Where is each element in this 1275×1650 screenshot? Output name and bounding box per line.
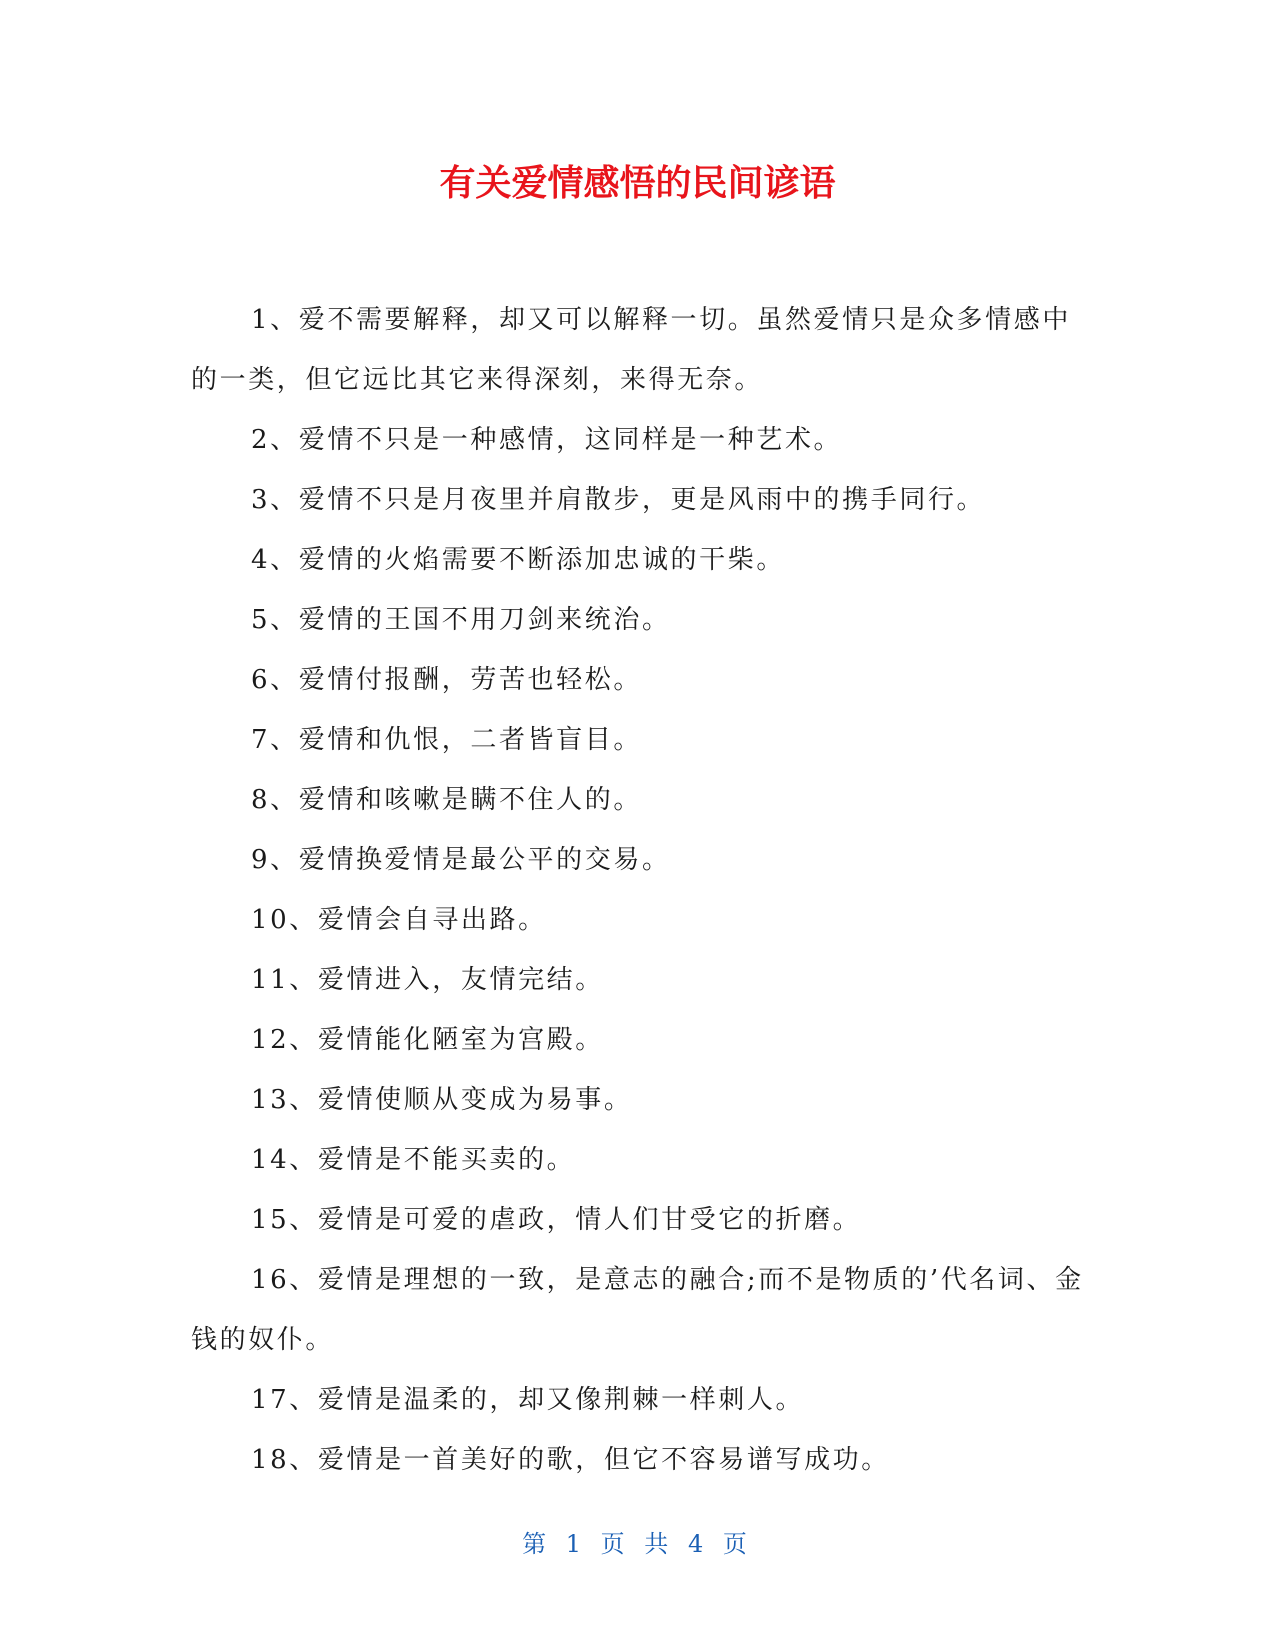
proverb-paragraph: 5、爱情的王国不用刀剑来统治。 — [251, 605, 671, 635]
proverb-paragraph: 12、爱情能化陋室为宫殿。 — [251, 1025, 604, 1055]
document-body — [191, 290, 1084, 1490]
document-title: 有关爱情感悟的民间谚语 — [439, 163, 836, 204]
proverb-paragraph: 7、爱情和仇恨，二者皆盲目。 — [251, 725, 642, 755]
proverb-paragraph: 4、爱情的火焰需要不断添加忠诚的干柴。 — [251, 545, 785, 575]
proverb-paragraph: 17、爱情是温柔的，却又像荆棘一样刺人。 — [251, 1385, 805, 1415]
proverb-paragraph: 1、爱不需要解释，却又可以解释一切。虽然爱情只是众多情感中的一类，但它远比其它来得深刻，来得无奈。 — [191, 305, 1071, 395]
proverb-paragraph: 15、爱情是可爱的虐政，情人们甘受它的折磨。 — [251, 1205, 862, 1235]
proverb-paragraph: 6、爱情付报酬，劳苦也轻松。 — [251, 665, 642, 695]
proverb-paragraph: 3、爱情不只是月夜里并肩散步，更是风雨中的携手同行。 — [251, 485, 986, 515]
proverb-paragraph: 11、爱情进入，友情完结。 — [251, 965, 604, 995]
proverb-paragraph: 16、爱情是理想的一致，是意志的融合;而不是物质的’代名词、金钱的奴仆。 — [191, 1265, 1084, 1355]
proverb-paragraph: 9、爱情换爱情是最公平的交易。 — [251, 845, 671, 875]
proverb-paragraph: 14、爱情是不能买卖的。 — [251, 1145, 576, 1175]
page-number-footer: 第 1 页 共 4 页 — [522, 1530, 753, 1558]
proverb-paragraph: 2、爱情不只是一种感情，这同样是一种艺术。 — [251, 425, 843, 455]
proverb-paragraph: 13、爱情使顺从变成为易事。 — [251, 1085, 633, 1115]
proverb-paragraph: 18、爱情是一首美好的歌，但它不容易谱写成功。 — [251, 1445, 890, 1475]
proverb-paragraph: 10、爱情会自寻出路。 — [251, 905, 547, 935]
proverb-paragraph: 8、爱情和咳嗽是瞒不住人的。 — [251, 785, 642, 815]
